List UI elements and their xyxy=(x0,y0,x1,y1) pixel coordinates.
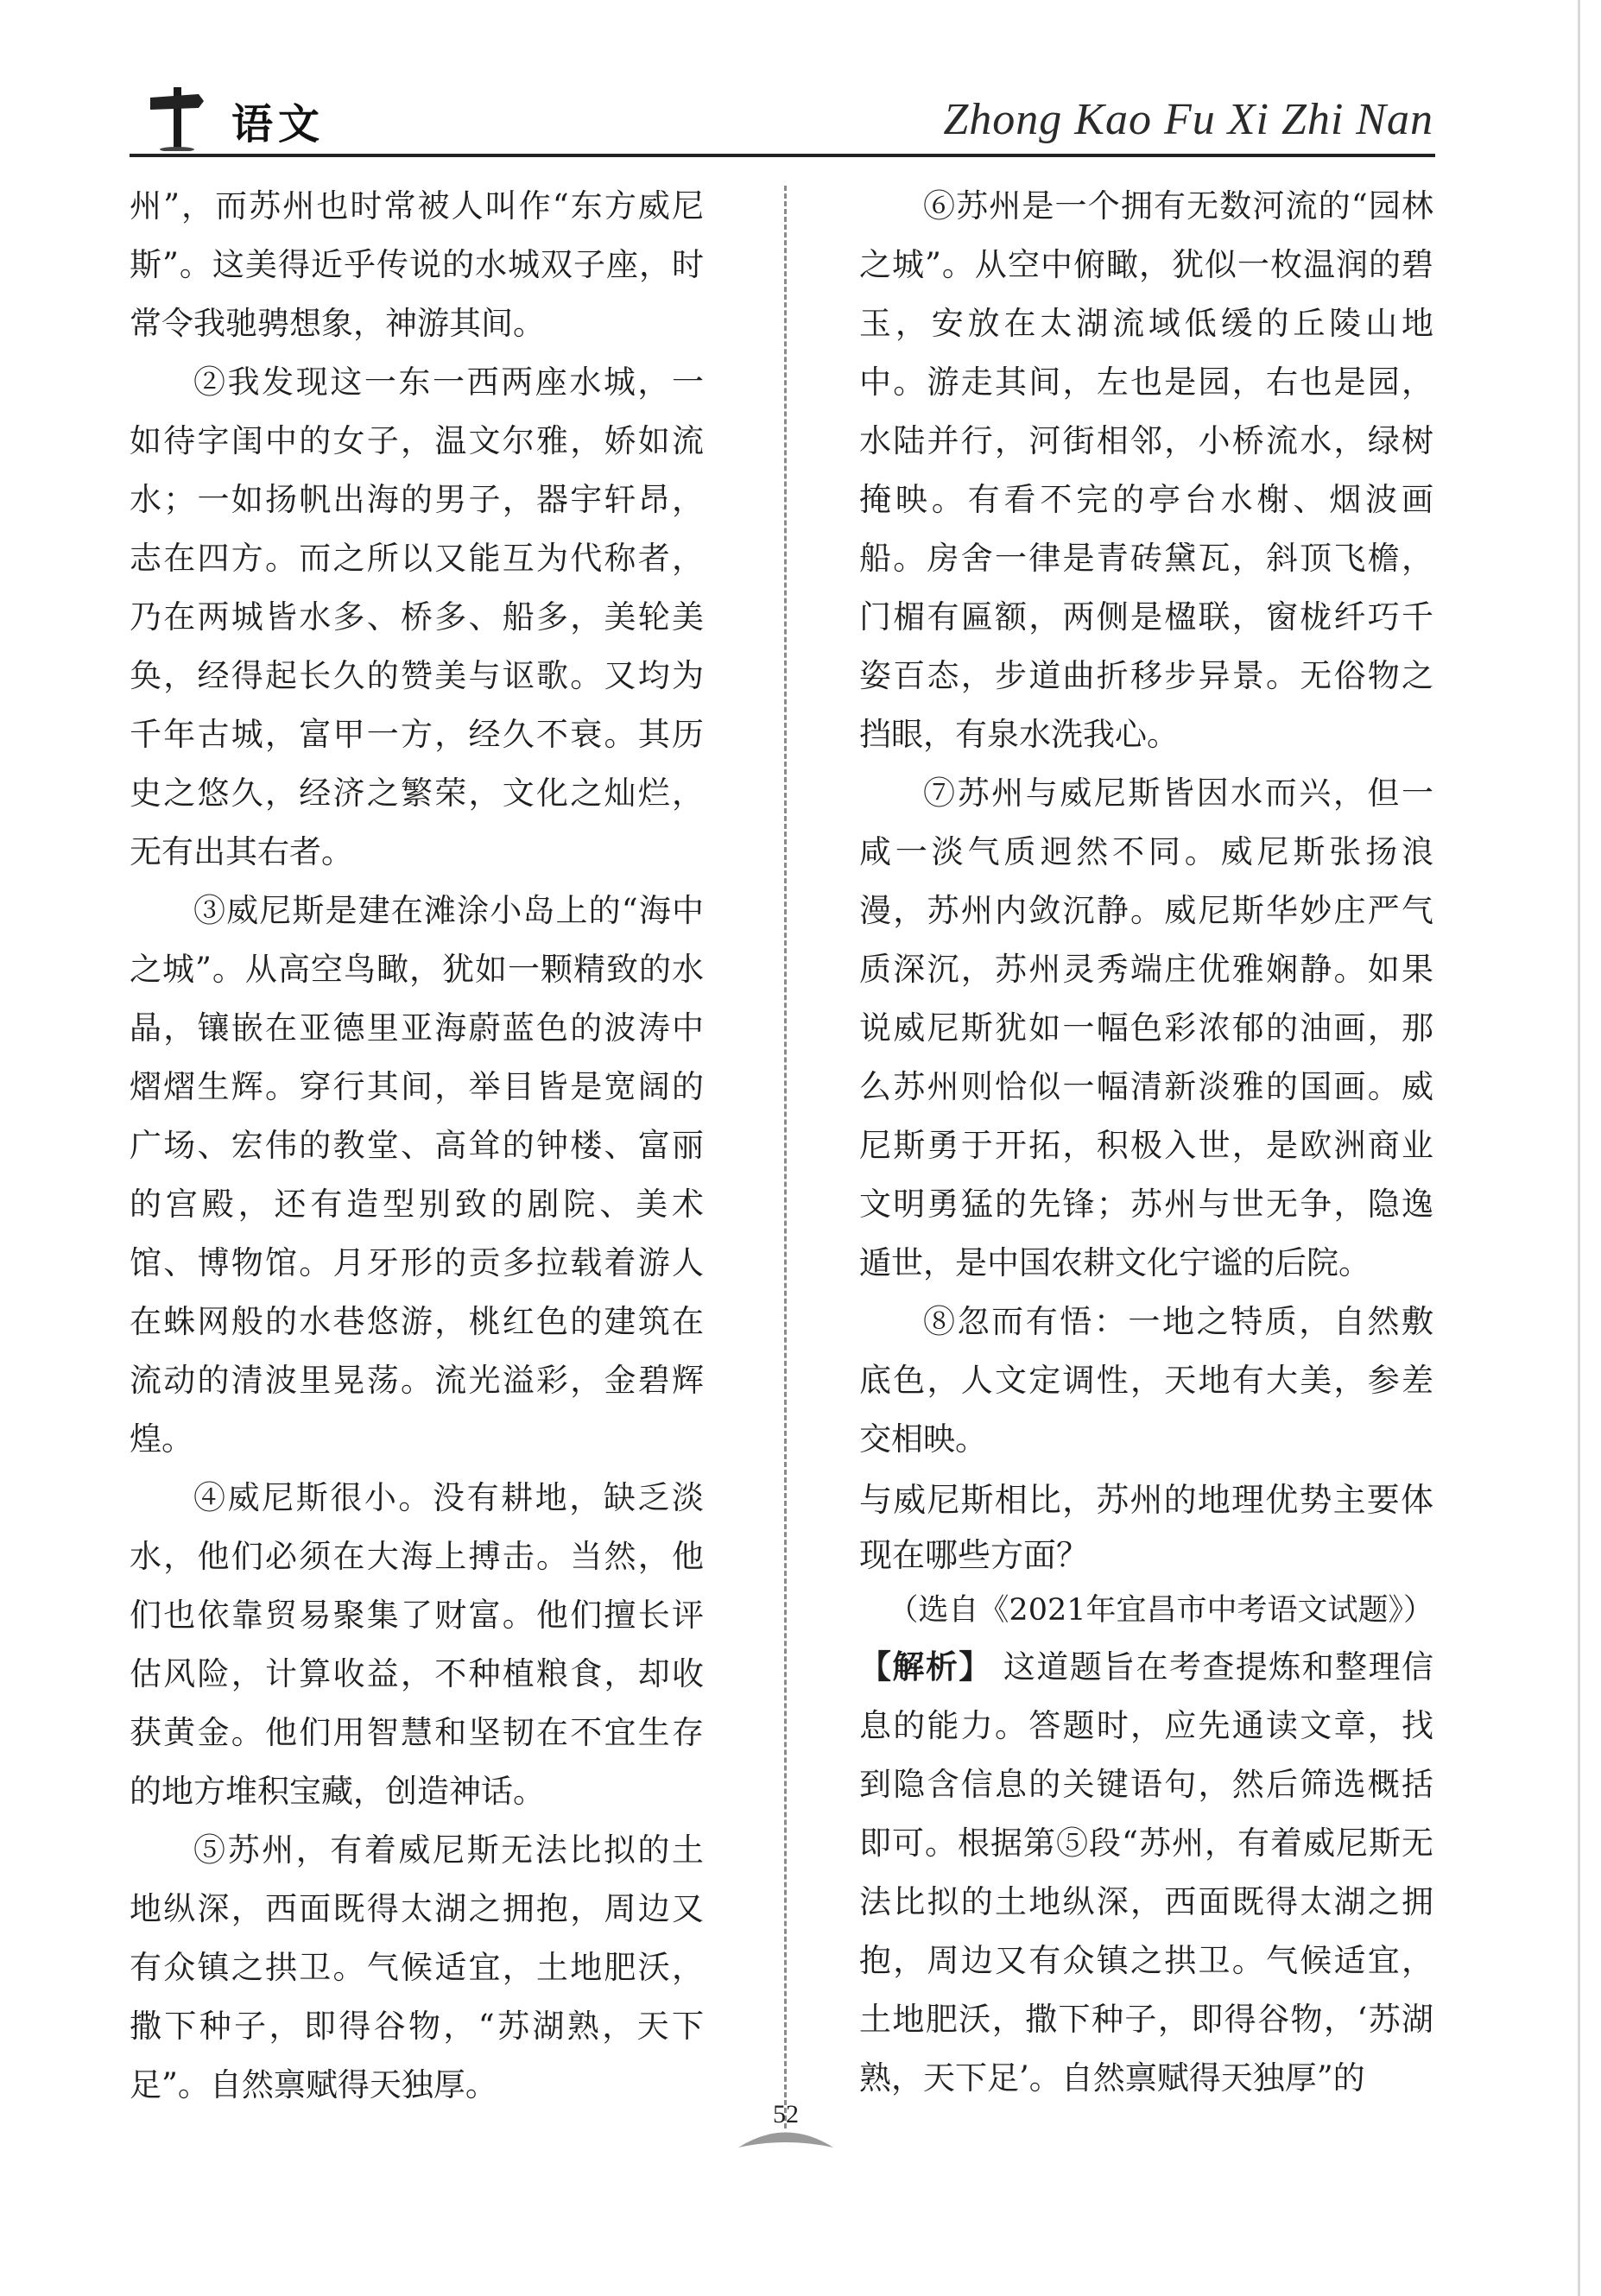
paragraph-1-continued: 州”，而苏州也时常被人叫作“东方威尼斯”。这美得近乎传说的水城双子座，时常令我驰骋想象，神游其间。 xyxy=(130,187,704,342)
paragraph-7: ⑦苏州与威尼斯皆因水而兴，但一咸一淡气质迥然不同。威尼斯张扬浪漫，苏州内敛沉静。威尼斯华妙庄严气质深沉，苏州灵秀端庄优雅娴静。如果说威尼斯犹如一幅色彩浓郁的油画，那么苏州则恰似一幅清新淡雅的国画。威尼斯勇于开拓，积极入世，是欧洲商业文明勇猛的先锋；苏州与世无争，隐逸遁世，是中国农耕文化宁谧的后院。 xyxy=(859,775,1433,1281)
analysis xyxy=(859,1638,1433,2108)
paragraph-8: ⑧忽而有悟：一地之特质，自然敷底色，人文定调性，天地有大美，参差交相映。 xyxy=(859,1303,1433,1458)
paragraph-6: ⑥苏州是一个拥有无数河流的“园林之城”。从空中俯瞰，犹似一枚温润的碧玉，安放在太湖流域低缓的丘陵山地中。游走其间，左也是园，右也是园，水陆并行，河街相邻，小桥流水，绿树掩映。有看不完的亭台水榭、烟波画船。房舍一律是青砖黛瓦，斜顶飞檐，门楣有匾额，两侧是楹联，窗栊纤巧千姿百态，步道曲折移步异景。无俗物之挡眼，有泉水洗我心。 xyxy=(859,187,1433,753)
question-text: 与威尼斯相比，苏州的地理优势主要体现在哪些方面？ xyxy=(859,1481,1433,1574)
signpost-logo-icon xyxy=(147,82,207,151)
page-number-text: 52 xyxy=(773,2100,799,2128)
paragraph-4: ④威尼斯很小。没有耕地，缺乏淡水，他们必须在大海上搏击。当然，他们也依靠贸易聚集了财富。他们擅长评估风险，计算收益，不种植粮食，却收获黄金。他们用智慧和坚韧在不宜生存的地方堆积宝藏，创造神话。 xyxy=(130,1479,704,1810)
right-column xyxy=(859,177,1433,2108)
paragraph-5: ⑤苏州，有着威尼斯无法比拟的土地纵深，西面既得太湖之拥抱，周边又有众镇之拱卫。气候适宜，土地肥沃，撒下种子，即得谷物，“苏湖熟，天下足”。自然禀赋得天独厚。 xyxy=(130,1831,704,2103)
paragraph-2: ②我发现这一东一西两座水城，一如待字闺中的女子，温文尔雅，娇如流水；一如扬帆出海的男子，器宇轩昂，志在四方。而之所以又能互为代称者，乃在两城皆水多、桥多、船多，美轮美奂，经得起长久的赞美与讴歌。又均为千年古城，富甲一方，经久不衰。其历史之悠久，经济之繁荣，文化之灿烂，无有出其右者。 xyxy=(130,364,704,870)
question-source: （选自《2021年宜昌市中考语文试题》） xyxy=(888,1593,1433,1628)
left-column xyxy=(130,177,704,2115)
page-number xyxy=(743,2100,829,2160)
header-rule xyxy=(130,154,1435,157)
paragraph-3: ③威尼斯是建在滩涂小岛上的“海中之城”。从高空鸟瞰，犹如一颗精致的水晶，镶嵌在亚德里亚海蔚蓝色的波涛中熠熠生辉。穿行其间，举目皆是宽阔的广场、宏伟的教堂、高耸的钟楼、富丽的宫殿，还有造型别致的剧院、美术馆、博物馆。月牙形的贡多拉载着游人在蛛网般的水巷悠游，桃红色的建筑在流动的清波里晃荡。流光溢彩，金碧辉煌。 xyxy=(130,892,704,1458)
series-title: Zhong Kao Fu Xi Zhi Nan xyxy=(943,95,1433,144)
analysis-text: 这道题旨在考查提炼和整理信息的能力。答题时，应先通读文章，找到隐含信息的关键语句，然后筛选概括即可。根据第⑤段“苏州，有着威尼斯无法比拟的土地纵深，西面既得太湖之拥抱，周边又有众镇之拱卫。气候适宜，土地肥沃，撒下种子，即得谷物，‘苏湖熟，天下足’。自然禀赋得天独厚”的 xyxy=(859,1648,1433,2097)
page-header xyxy=(130,82,1433,160)
subject-title: 语文 xyxy=(231,100,326,149)
analysis-label: 【解析】 xyxy=(859,1648,992,1686)
page-edge xyxy=(1578,0,1580,2296)
column-divider xyxy=(784,186,787,2128)
